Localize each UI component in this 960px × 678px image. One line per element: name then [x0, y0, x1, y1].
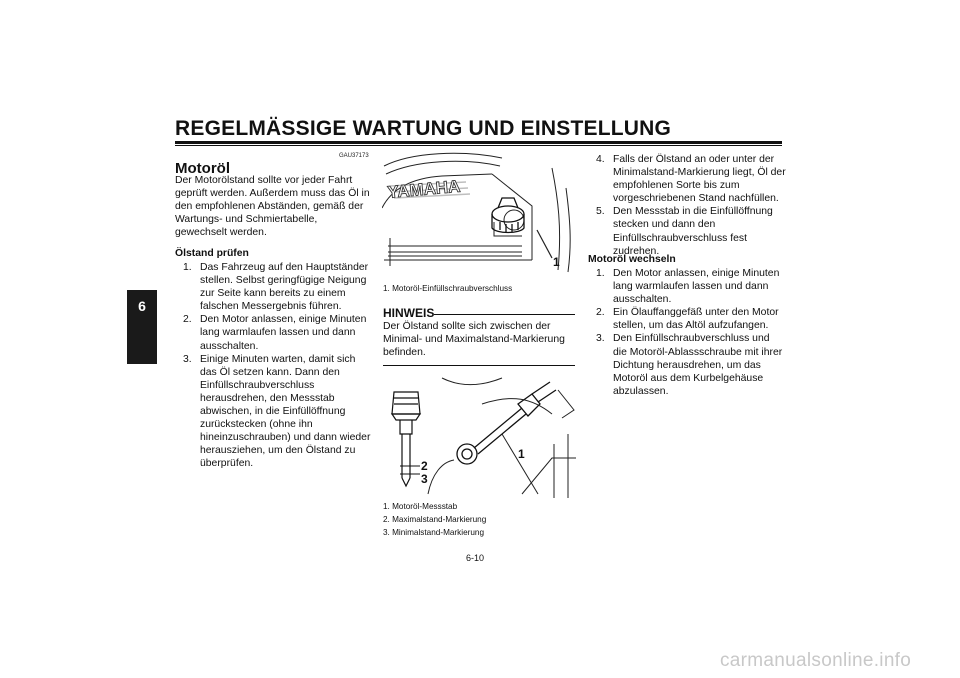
section-code: GAU37173 — [339, 153, 369, 159]
note-title: HINWEIS — [383, 306, 435, 320]
list-item: 1. Das Fahrzeug auf den Hauptständer stellen. Selbst geringfügige Neigung zur Seite kann bereits zu einem falschen Messergebnis führen. — [183, 262, 369, 313]
figure1-caption: 1. Motoröl-Einfüllschraubverschluss — [383, 284, 513, 293]
note-text: Der Ölstand sollte sich zwischen der Minimal- und Maximalstand-Markierung befinden. — [383, 321, 565, 359]
note-top-rule — [434, 314, 575, 315]
check-steps — [183, 261, 372, 471]
page-number: 6-10 — [466, 553, 485, 563]
figure2-callout-2: 2 — [421, 459, 428, 473]
header-rule-thin — [175, 145, 782, 146]
header-rule — [175, 141, 782, 144]
watermark: carmanualsonline.info — [720, 650, 912, 671]
figure2-callout-1: 1 — [518, 447, 525, 461]
oil-dipstick-illustration — [382, 374, 576, 498]
list-item: 5. Den Messstab in die Einfüllöffnung stecken und dann den Einfüllschraubverschluss fest zudrehen. — [596, 206, 773, 257]
figure2-caption-3: 3. Minimalstand-Markierung — [383, 528, 485, 537]
list-item: 2. Den Motor anlassen, einige Minuten lang warmlaufen lassen und dann ausschalten. — [183, 314, 367, 352]
figure2-caption-2: 2. Maximalstand-Markierung — [383, 515, 487, 524]
list-item: 3. Einige Minuten warten, damit sich das Öl setzen kann. Dann den Einfüllschraubverschluss herausdrehen, den Messstab abwischen, in die Einfüllöffnung zurückstecken (ohne ihn hineinzuschrauben) und dann wieder herausziehen, um den Ölstand zu überprüfen. — [183, 353, 371, 470]
note-bottom-rule — [383, 365, 575, 366]
section-title: Motoröl — [175, 160, 230, 177]
list-item: 3. Den Einfüllschraubverschluss und die Motoröl-Ablassschraube mit ihrer Dichtung herausdrehen, um das Motoröl aus dem Kurbelgehäuse abzulassen. — [596, 333, 783, 397]
figure2-caption-1: 1. Motoröl-Messstab — [383, 502, 458, 511]
check-steps-continued — [596, 153, 786, 258]
chapter-tab: 6 — [127, 290, 157, 364]
change-steps — [596, 267, 786, 398]
page-title: REGELMÄSSIGE WARTUNG UND EINSTELLUNG — [175, 117, 672, 140]
change-title: Motoröl wechseln — [588, 254, 676, 265]
yamaha-logo: YAMAHA — [386, 176, 462, 202]
figure2-captions — [383, 500, 575, 539]
check-title: Ölstand prüfen — [175, 248, 249, 259]
engine-oil-filler-cap-illustration — [382, 148, 576, 273]
figure2-callout-3: 3 — [421, 472, 428, 486]
list-item: 4. Falls der Ölstand an oder unter der Minimalstand-Markierung liegt, Öl der empfohlenen Sorte bis zum vorgeschriebenen Stand nachfüllen. — [596, 154, 786, 205]
figure1-callout-1: 1 — [553, 255, 560, 269]
list-item: 2. Ein Ölauffanggefäß unter den Motor stellen, um das Altöl aufzufangen. — [596, 307, 779, 332]
list-item: 1. Den Motor anlassen, einige Minuten lang warmlaufen lassen und dann ausschalten. — [596, 268, 780, 306]
section-intro: Der Motorölstand sollte vor jeder Fahrt geprüft werden. Außerdem muss das Öl in den empfohlenen Abständen, gemäß der Wartungs- und Schmiertabelle, gewechselt werden. — [175, 175, 370, 239]
